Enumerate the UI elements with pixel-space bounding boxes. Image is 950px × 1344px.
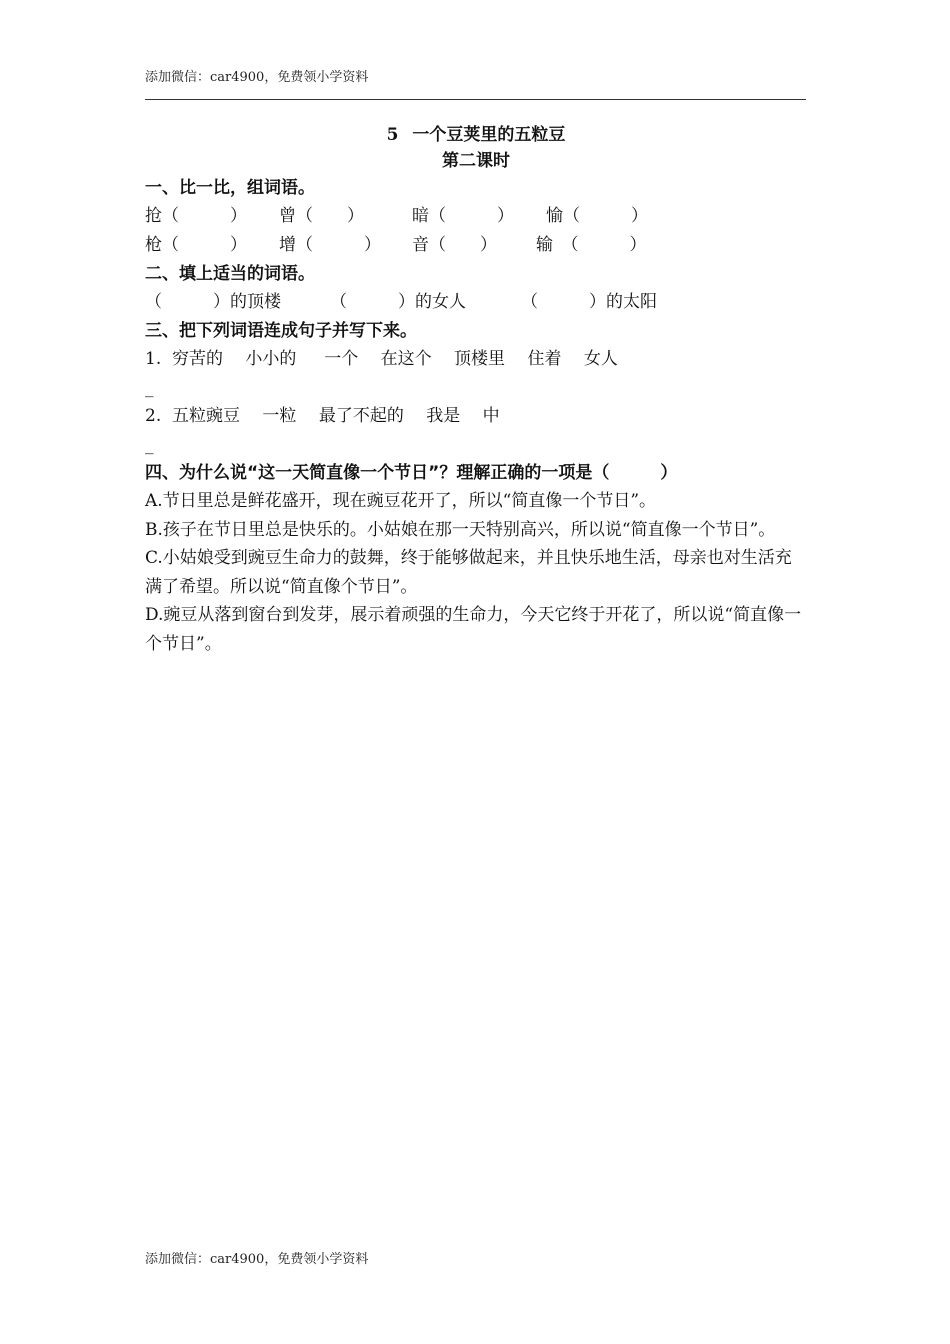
section-4-heading: 四、为什么说“这一天简直像一个节日”？理解正确的一项是（ ） [145, 463, 678, 483]
worksheet-content [145, 122, 807, 658]
lesson-number: 5 [386, 125, 399, 145]
fill-row [145, 288, 807, 317]
word-blank-ceng: 曾（ ） [279, 206, 364, 226]
page-footer: 添加微信：car4900，免费领小学资料 [145, 1252, 369, 1267]
word-blank-yu: 愉（ ） [546, 206, 648, 226]
sentence-words-2: 2. 五粒豌豆 一粒 最了不起的 我是 中 [145, 406, 500, 426]
fill-item-roof: （ ）的顶楼 [145, 292, 281, 312]
option-a: A.节日里总是鲜花盛开，现在豌豆花开了，所以“简直像一个节日”。 [145, 491, 657, 511]
word-blank-an: 暗（ ） [412, 206, 514, 226]
lesson-title [145, 122, 807, 148]
word-blank-zeng: 增（ ） [279, 235, 381, 255]
word-blank-yin: 音（ ） [412, 235, 497, 255]
fill-item-sun: （ ）的太阳 [521, 292, 657, 312]
word-blank-shu: 输 （ ） [536, 235, 647, 255]
word-row-1 [145, 202, 807, 231]
word-blank-qiang-gun: 枪（ ） [145, 235, 247, 255]
answer-line-2: _ [145, 435, 154, 455]
lesson-title-text: 一个豆荚里的五粒豆 [412, 125, 566, 145]
header-divider [145, 99, 806, 100]
section-1-heading: 一、比一比，组词语。 [145, 178, 315, 198]
page-header: 添加微信：car4900，免费领小学资料 [145, 70, 369, 85]
word-blank-qiang: 抢（ ） [145, 206, 247, 226]
word-row-2 [145, 231, 807, 260]
section-2-heading: 二、填上适当的词语。 [145, 264, 315, 284]
option-b: B.孩子在节日里总是快乐的。小姑娘在那一天特别高兴，所以说“简直像一个节日”。 [145, 519, 776, 540]
answer-line-1: _ [145, 378, 154, 398]
fill-item-woman: （ ）的女人 [330, 292, 466, 312]
option-c: C.小姑娘受到豌豆生命力的鼓舞，终于能够做起来，并且快乐地生活，母亲也对生活充满了希望。所以说“简直像个节日”。 [145, 548, 792, 597]
option-d: D.豌豆从落到窗台到发芽，展示着顽强的生命力，今天它终于开花了，所以说“简直像一个节日”。 [145, 605, 802, 654]
section-3-heading: 三、把下列词语连成句子并写下来。 [145, 321, 417, 341]
sentence-words-1: 1. 穷苦的 小小的 一个 在这个 顶楼里 住着 女人 [145, 349, 618, 369]
lesson-subtitle: 第二课时 [442, 151, 510, 171]
